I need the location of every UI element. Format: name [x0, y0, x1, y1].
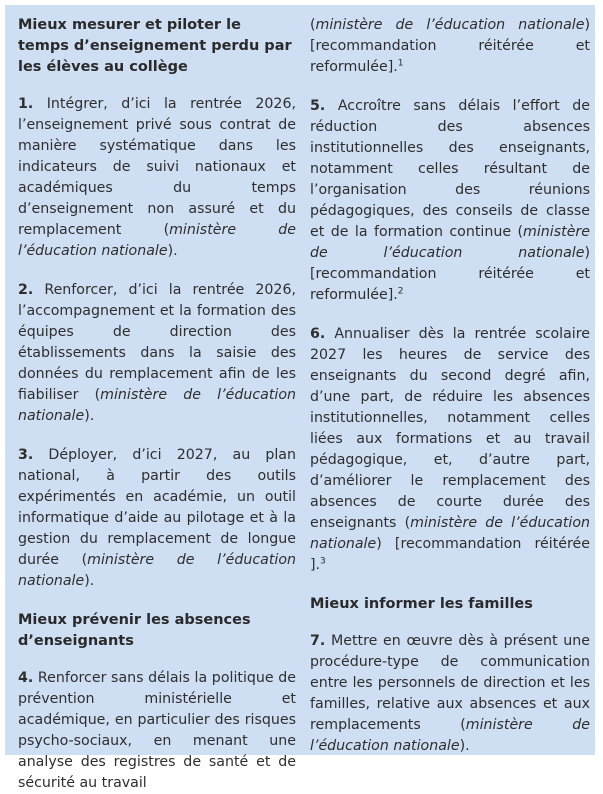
recommendation-number: 3.	[18, 447, 34, 463]
recommendation-number: 5.	[310, 98, 326, 114]
section-title-prevent: Mieux prévenir les absences d’enseignants	[18, 612, 251, 649]
recommendation-owner: ministère de l’éducation nationale	[310, 515, 591, 552]
recommendation-number: 6.	[310, 326, 326, 342]
recommendation-number: 4.	[18, 670, 34, 686]
recommendation-3	[18, 445, 296, 592]
recommendation-number: 1.	[18, 96, 34, 112]
recommendation-4	[18, 668, 296, 794]
recommendation-text: Renforcer sans délais la politique de prévention ministérielle et académique, en particulier des risques psycho-sociaux, en menant une analyse des registres de santé et de sécurité au travail	[18, 670, 296, 791]
recommendation-text: Annualiser dès la rentrée scolaire 2027 les heures de service des enseignants du second degré afin, d’une part, de réduire les absences institutionnelles, notamment celles liées aux formations et au travail pédagogique, et, d’autre part, d’améliorer le remplacement des absences de courte durée des enseignants (	[310, 326, 590, 531]
recommendation-text: Mettre en œuvre dès à présent une procédure-type de communication entre les personnels de direction et les familles, relative aux absences et aux remplacements (	[310, 633, 590, 733]
recommendation-tail: ) [recommandation réitérée et reformulée].	[310, 17, 590, 75]
section-title-measure: Mieux mesurer et piloter le temps d’enseignement perdu par les élèves au collège	[18, 17, 292, 75]
footnote-ref[interactable]: 2	[397, 286, 404, 297]
recommendation-4-continued	[310, 15, 590, 78]
recommendation-tail: ).	[459, 738, 470, 754]
recommendation-text: Renforcer, d’ici la rentrée 2026, l’accompagnement et la formation des équipes de direction des établissements dans la saisie des données du remplacement afin de les fiabiliser (	[18, 282, 296, 403]
recommendation-text: Accroître sans délais l’effort de réduction des absences institutionnelles des enseignants, notamment celles résultant de l’organisation des réunions pédagogiques, des conseils de classe et de la formation continue (	[310, 98, 590, 240]
recommendation-text: Intégrer, d’ici la rentrée 2026, l’enseignement privé sous contrat de manière systématique dans les indicateurs de suivi nationaux et académiques du temps d’enseignement non assuré et du remplacement (	[18, 96, 296, 238]
recommendation-owner: ministère de l’éducation nationale	[18, 552, 296, 589]
section-title-inform: Mieux informer les familles	[310, 596, 533, 612]
recommendation-number: 2.	[18, 282, 34, 298]
recommendation-number: 7.	[310, 633, 326, 649]
recommendations-box	[5, 5, 595, 791]
recommendation-owner: ministère de l’éducation nationale	[310, 224, 590, 261]
right-column	[310, 15, 590, 755]
left-column	[18, 15, 297, 791]
recommendation-tail: ) [recommandation réitérée ].	[310, 536, 590, 573]
recommendation-text: Déployer, d’ici 2027, au plan national, à partir des outils expérimentés en académie, un outil informatique d’aide au pilotage et à la gestion du remplacement de longue durée (	[18, 447, 296, 568]
footnote-ref[interactable]: 1	[397, 58, 404, 69]
footnote-ref[interactable]: 3	[320, 556, 326, 567]
recommendation-owner: ministère de l’éducation nationale	[315, 17, 585, 33]
recommendation-owner: ministère de l’éducation nationale	[18, 222, 297, 259]
recommendation-7	[310, 631, 590, 757]
recommendation-6	[310, 324, 590, 576]
recommendation-tail: ).	[167, 243, 178, 259]
recommendation-tail: ) [recommandation réitérée et reformulée].	[310, 245, 590, 303]
recommendation-5	[310, 96, 590, 306]
recommendation-tail: ).	[84, 573, 95, 589]
recommendation-1	[18, 94, 296, 262]
recommendation-owner: ministère de l’éducation nationale	[18, 387, 296, 424]
recommendation-owner: ministère de l’éducation nationale	[310, 717, 590, 754]
recommendation-tail: ).	[84, 408, 95, 424]
paren-open: (	[310, 17, 316, 33]
recommendation-2	[18, 280, 296, 427]
